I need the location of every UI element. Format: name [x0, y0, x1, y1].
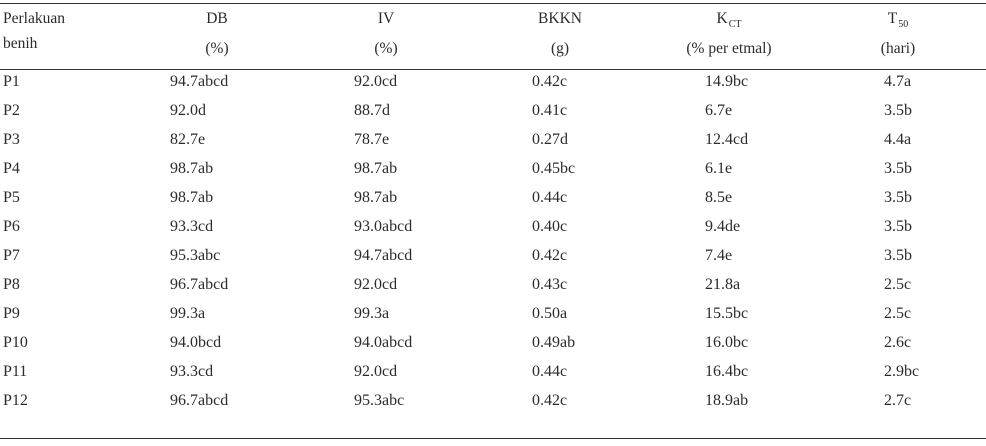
cell-db: 98.7ab: [170, 160, 214, 177]
table-row: [0, 159, 986, 188]
table-row: [0, 130, 986, 159]
cell-db: 98.7ab: [170, 189, 214, 206]
header-kct: [717, 10, 742, 28]
cell-t50: 2.9bc: [884, 363, 920, 380]
cell-db: 94.7abcd: [170, 73, 229, 90]
cell-bkkn: 0.40c: [532, 218, 568, 235]
table-row: [0, 333, 986, 362]
cell-kct: 15.5bc: [705, 305, 749, 322]
cell-treatment: P8: [3, 276, 20, 293]
cell-bkkn: 0.50a: [532, 305, 568, 322]
cell-treatment: P1: [3, 73, 20, 90]
header-t50-unit: (hari): [880, 40, 916, 57]
header-kct-main: K: [716, 10, 728, 27]
cell-kct: 16.4bc: [705, 363, 749, 380]
cell-t50: 3.5b: [884, 189, 912, 206]
cell-treatment: P9: [3, 305, 20, 322]
table-row: [0, 391, 986, 420]
cell-iv: 94.7abcd: [354, 247, 413, 264]
table-bottom-rule: [0, 438, 986, 439]
cell-t50: 3.5b: [884, 160, 912, 177]
cell-bkkn: 0.44c: [532, 189, 568, 206]
cell-bkkn: 0.42c: [532, 392, 568, 409]
cell-db: 96.7abcd: [170, 276, 229, 293]
cell-iv: 99.3a: [354, 305, 390, 322]
cell-kct: 6.7e: [705, 102, 733, 119]
cell-iv: 92.0cd: [354, 73, 398, 90]
cell-db: 93.3cd: [170, 218, 214, 235]
cell-treatment: P3: [3, 131, 20, 148]
cell-kct: 8.5e: [705, 189, 733, 206]
cell-t50: 4.4a: [884, 131, 912, 148]
table-row: [0, 275, 986, 304]
cell-kct: 14.9bc: [705, 73, 749, 90]
header-db: DB: [206, 10, 228, 27]
cell-db: 92.0d: [170, 102, 206, 119]
table-header-rule: [0, 69, 986, 70]
cell-iv: 92.0cd: [354, 276, 398, 293]
cell-bkkn: 0.41c: [532, 102, 568, 119]
cell-iv: 98.7ab: [354, 189, 398, 206]
header-kct-sub: CT: [728, 19, 742, 30]
cell-treatment: P2: [3, 102, 20, 119]
cell-db: 93.3cd: [170, 363, 214, 380]
cell-kct: 7.4e: [705, 247, 733, 264]
cell-kct: 21.8a: [705, 276, 741, 293]
cell-bkkn: 0.45bc: [532, 160, 576, 177]
cell-db: 99.3a: [170, 305, 206, 322]
header-iv: IV: [377, 10, 395, 27]
cell-bkkn: 0.42c: [532, 247, 568, 264]
cell-t50: 2.5c: [884, 276, 912, 293]
cell-treatment: P10: [3, 334, 28, 351]
header-bkkn-unit: (g): [550, 40, 570, 57]
cell-iv: 93.0abcd: [354, 218, 413, 235]
cell-treatment: P12: [3, 392, 28, 409]
cell-treatment: P6: [3, 218, 20, 235]
cell-kct: 6.1e: [705, 160, 733, 177]
table-row: [0, 101, 986, 130]
table-row: [0, 246, 986, 275]
cell-db: 96.7abcd: [170, 392, 229, 409]
cell-db: 94.0bcd: [170, 334, 222, 351]
cell-bkkn: 0.44c: [532, 363, 568, 380]
cell-iv: 94.0abcd: [354, 334, 413, 351]
header-db-unit: (%): [205, 40, 229, 57]
table-row: [0, 217, 986, 246]
cell-iv: 95.3abc: [354, 392, 405, 409]
cell-t50: 4.7a: [884, 73, 912, 90]
header-t50-sub: 50: [898, 19, 909, 30]
cell-t50: 3.5b: [884, 102, 912, 119]
header-t50-main: T: [887, 10, 898, 27]
cell-t50: 2.6c: [884, 334, 912, 351]
cell-bkkn: 0.43c: [532, 276, 568, 293]
header-bkkn: BKKN: [538, 10, 582, 27]
cell-treatment: P4: [3, 160, 20, 177]
cell-kct: 18.9ab: [705, 392, 749, 409]
cell-iv: 92.0cd: [354, 363, 398, 380]
cell-treatment: P11: [3, 363, 28, 380]
header-t50: [888, 10, 908, 28]
cell-db: 82.7e: [170, 131, 206, 148]
cell-treatment: P7: [3, 247, 20, 264]
cell-kct: 16.0bc: [705, 334, 749, 351]
cell-t50: 2.5c: [884, 305, 912, 322]
table-row: [0, 188, 986, 217]
table-top-rule: [0, 3, 986, 4]
cell-bkkn: 0.49ab: [532, 334, 576, 351]
cell-db: 95.3abc: [170, 247, 221, 264]
cell-t50: 3.5b: [884, 218, 912, 235]
cell-iv: 78.7e: [354, 131, 390, 148]
cell-kct: 12.4cd: [705, 131, 749, 148]
cell-t50: 2.7c: [884, 392, 912, 409]
cell-bkkn: 0.27d: [532, 131, 568, 148]
cell-treatment: P5: [3, 189, 20, 206]
cell-kct: 9.4de: [705, 218, 741, 235]
cell-iv: 88.7d: [354, 102, 390, 119]
header-treatment-line1: Perlakuan: [3, 10, 65, 27]
table-row: [0, 362, 986, 391]
cell-bkkn: 0.42c: [532, 73, 568, 90]
header-kct-unit: (% per etmal): [686, 40, 772, 57]
table-row: [0, 304, 986, 333]
header-iv-unit: (%): [374, 40, 398, 57]
header-treatment-line2: benih: [3, 35, 38, 52]
table-row: [0, 72, 986, 101]
cell-t50: 3.5b: [884, 247, 912, 264]
cell-iv: 98.7ab: [354, 160, 398, 177]
